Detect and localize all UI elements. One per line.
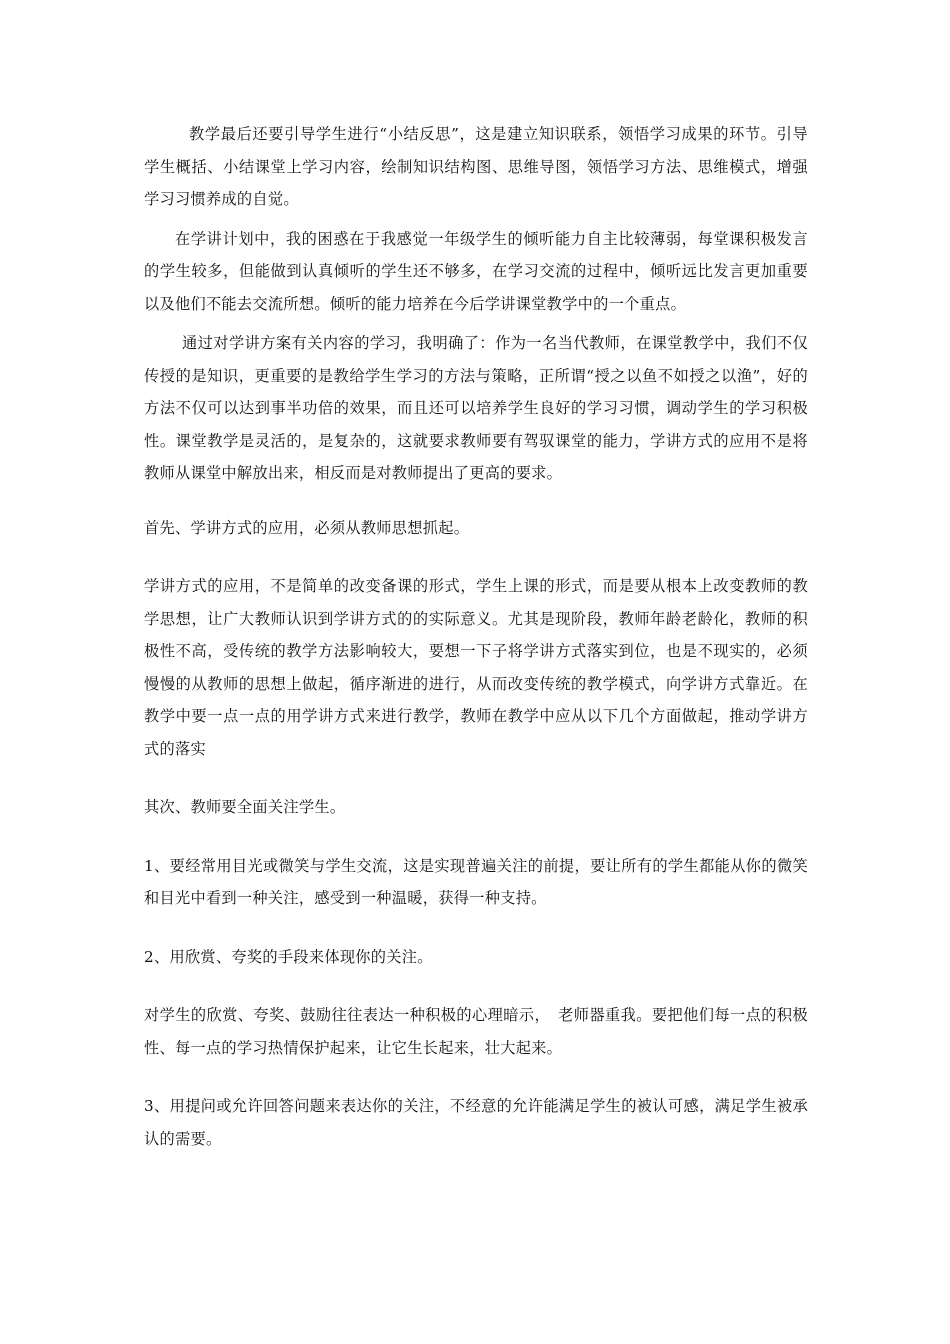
paragraph-point-3: 3、用提问或允许回答问题来表达你的关注，不经意的允许能满足学生的被认可感，满足学生被承认的需要。 [144,1097,808,1148]
paragraph-point-1: 1、要经常用目光或微笑与学生交流，这是实现普遍关注的前提，要让所有的学生都能从你的微笑和目光中看到一种关注，感受到一种温暖，获得一种支持。 [144,856,808,907]
paragraph-appreciation: 对学生的欣赏、夸奖、鼓励往往表达一种积极的心理暗示， 老师器重我。要把他们每一点的积极性、每一点的学习热情保护起来，让它生长起来，壮大起来。 [144,1006,808,1057]
paragraph-heading-first: 首先、学讲方式的应用，必须从教师思想抓起。 [144,518,470,537]
paragraph-teacher-thinking: 学讲方式的应用，不是简单的改变备课的形式，学生上课的形式，而是要从根本上改变教师的教学思想，让广大教师认识到学讲方式的的实际意义。尤其是现阶段，教师年龄老龄化，教师的积极性不高，受传统的教学方法影响较大，要想一下子将学讲方式落实到位，也是不现实的，必须慢慢的从教师的思想上做起，循序渐进的进行，从而改变传统的教学模式，向学讲方式靠近。在教学中要一点一点的用学讲方式来进行教学，教师在教学中应从以下几个方面做起，推动学讲方式的落实 [144,577,808,758]
paragraph-summary-reflection: 教学最后还要引导学生进行“小结反思”，这是建立知识联系，领悟学习成果的环节。引导学生概括、小结课堂上学习内容，绘制知识结构图、思维导图，领悟学习方法、思维模式，增强学习习惯养成的自觉。 [144,125,808,208]
paragraph-study-insight: 通过对学讲方案有关内容的学习，我明确了：作为一名当代教师，在课堂教学中，我们不仅传授的是知识，更重要的是教给学生学习的方法与策略，正所谓“授之以鱼不如授之以渔”，好的方法不仅可以达到事半功倍的效果，而且还可以培养学生良好的学习习惯，调动学生的学习积极性。课堂教学是灵活的，是复杂的，这就要求教师要有驾驭课堂的能力，学讲方式的应用不是将教师从课堂中解放出来，相反而是对教师提出了更高的要求。 [144,334,808,482]
document-page [144,118,808,1155]
paragraph-heading-second: 其次、教师要全面关注学生。 [144,798,346,816]
paragraph-listening-concern: 在学讲计划中，我的困惑在于我感觉一年级学生的倾听能力自主比较薄弱，每堂课积极发言的学生较多，但能做到认真倾听的学生还不够多，在学习交流的过程中，倾听远比发言更加重要以及他们不能去交流所想。倾听的能力培养在今后学讲课堂教学中的一个重点。 [144,229,808,313]
paragraph-point-2: 2、用欣赏、夸奖的手段来体现你的关注。 [144,947,433,966]
